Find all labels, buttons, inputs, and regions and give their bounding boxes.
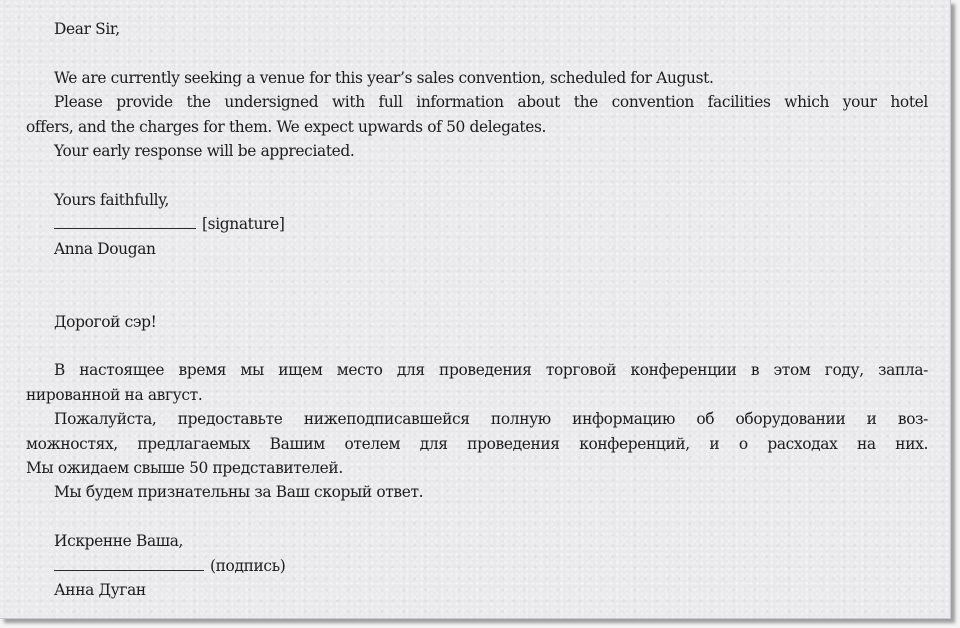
ru-paragraph-1-line-2: нированной на август.: [26, 385, 203, 404]
ru-paragraph-2-line-2: можностях, предлагаемых Вашим отелем для проведения конференций, и о расходах на них.: [26, 434, 928, 453]
letter-text: [26, 17, 928, 602]
en-paragraph-3: Your early response will be appreciated.: [54, 141, 355, 160]
ru-closing: Искренне Ваша,: [54, 532, 184, 551]
ru-paragraph-2-line-3: Мы ожидаем свыше 50 представителей.: [26, 459, 343, 478]
en-paragraph-2-line-2: offers, and the charges for them. We expect upwards of 50 delegates.: [26, 117, 547, 136]
en-salutation: Dear Sir,: [54, 20, 120, 38]
ru-paragraph-2-line-1: Пожалуйста, предоставьте нижеподписавшейся полную информацию об оборудовании и воз-: [54, 410, 928, 429]
ru-paragraph-1-line-1: В настоящее время мы ищем место для проведения торговой конференции в этом году, запла-: [54, 361, 928, 380]
en-paragraph-1: We are currently seeking a venue for this year’s sales convention, scheduled for August.: [54, 68, 714, 87]
ru-signature-note: (подпись): [210, 556, 286, 575]
en-closing: Yours faithfully,: [54, 190, 170, 209]
ru-name: Анна Дуган: [54, 581, 146, 599]
ru-signature-row: [26, 554, 928, 578]
en-signature-row: [26, 212, 928, 236]
en-signature-note: [signature]: [202, 215, 285, 234]
signature-line: [54, 556, 204, 571]
signature-line: [54, 214, 196, 229]
en-paragraph-2-line-1: Please provide the undersigned with full information about the convention facilities which your hotel: [54, 93, 928, 112]
ru-paragraph-3: Мы будем признательны за Ваш скорый ответ.: [54, 483, 424, 502]
ru-salutation: Дорогой сэр!: [54, 312, 157, 331]
en-name: Anna Dougan: [54, 239, 156, 258]
